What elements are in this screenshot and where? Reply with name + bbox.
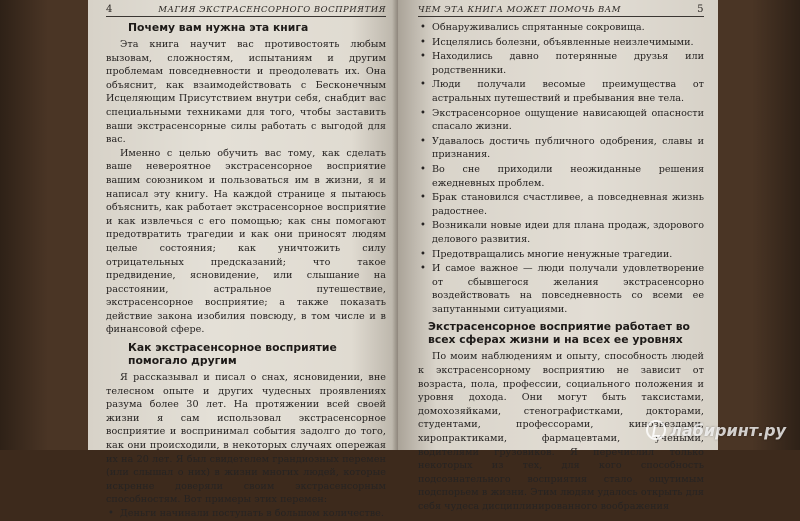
paragraph: По моим наблюдениям и опыту, способность людей к экстрасенсорному восприятию не зависит от возраста, пола, профессии, социального положения и уровня дохода. Они могут быть таксистами, домохозяйками, стенографистками, докторами, студентами, профессорами, кинозвездами, хиропрактиками, фармацевтами, учеными, водителями грузовиков. Я перечислил только некоторых из тех, для кого способность подсознательного восприятия стало ощутимым подспорьем в жизни. Этим людям удалось открыть для себя чудеса дисциплинированного воображения xyxy=(418,351,704,512)
section-title-why-book: Почему вам нужна эта книга xyxy=(128,21,309,34)
page-number-right: 5 xyxy=(697,4,704,15)
bullet-list-left xyxy=(106,507,386,521)
section-title-helped-others: Как экстрасенсорное восприятие помогало другим xyxy=(128,341,337,368)
running-head-right xyxy=(418,4,704,17)
paragraph: Я рассказывал и писал о снах, ясновидении, вне телесном опыте и других чудесных проявлениях разума более 30 лет. На протяжении всей своей жизни я сам использовал экстрасенсорное восприятие и воспринимал события задолго до того, как они происходили, в некоторых случаях опережая их на 20 лет. Я был свидетелем грандиозных перемен (или слышал о них) в жизни многих людей, которые искренне доверяли своим экстрасенсорным способностям. Вот примеры этих перемен: xyxy=(106,372,386,506)
list-item: • Обнаруживались спрятанные сокровища. xyxy=(418,21,704,35)
list-item: • Исцелялись болезни, объявленные неизлечимыми. xyxy=(418,36,704,50)
list-item: • Во сне приходили неожиданные решения ежедневных проблем. xyxy=(418,163,704,190)
watermark-text: лабиринт.ру xyxy=(670,420,786,440)
list-item: • Удавалось достичь публичного одобрения, славы и признания. xyxy=(418,135,704,162)
list-item: • Предотвращались многие ненужные трагедии. xyxy=(418,248,704,262)
watermark xyxy=(646,420,786,440)
bullet-list-right xyxy=(418,21,704,316)
right-page xyxy=(398,0,718,512)
labirint-logo-icon xyxy=(646,420,666,440)
list-item: • Люди получали весомые преимущества от астральных путешествий и пребывания вне тела. xyxy=(418,78,704,105)
list-item: • И самое важное — люди получали удовлетворение от сбывшегося желания экстрасенсорно воздействовать на повседневность со всеми ее запутанными ситуациями. xyxy=(418,262,704,316)
paragraph: Именно с целью обучить вас тому, как сделать ваше невероятное экстрасенсорное восприятие вашим союзником и пользоваться им в жизни, я и написал эту книгу. На каждой странице я пытаюсь объяснить, как работает экстрасенсорное восприятие и как извлечься с его помощью; как сны помогают предотвратить трагедии и как они приносят людям целые состояния; как уничтожить силу отрицательных предсказаний; что такое предвидение, ясновидение, или слышание на расстоянии, астральное путешествие, экстрасенсорное восприятие; а также показать действие закона изобилия повсюду, в том числе и в финансовой сфере. xyxy=(106,147,386,336)
list-item: • Экстрасенсорное ощущение нависающей опасности спасало жизни. xyxy=(418,107,704,134)
list-item: • Брак становился счастливее, а повседневная жизнь радостнее. xyxy=(418,191,704,218)
list-item: • Возникали новые идеи для плана продаж, здорового делового развития. xyxy=(418,219,704,246)
list-item: • Находились давно потерянные друзья или родственники. xyxy=(418,50,704,77)
page-number-left: 4 xyxy=(106,4,113,15)
list-item: • Деньги начинали поступать в большом количестве. xyxy=(106,507,386,521)
running-head-left xyxy=(106,4,386,17)
left-page xyxy=(88,0,398,519)
running-head-title-right: ЧЕМ ЭТА КНИГА МОЖЕТ ПОМОЧЬ ВАМ xyxy=(418,5,621,15)
section-title-all-spheres: Экстрасенсорное восприятие работает во всех сферах жизни и на всех ее уровнях xyxy=(428,320,690,347)
paragraph: Эта книга научит вас противостоять любым вызовам, сложностям, испытаниям и другим проблемам повседневности и преодолевать их. Она объяснит, как взаимодействовать с Бесконечным Исцеляющим Присутствием внутри себя, снабдит вас специальными техниками для того, чтобы заставить ваши экстрасенсорные силы работать с выгодой для вас. xyxy=(106,39,386,146)
running-head-title-left: МАГИЯ ЭКСТРАСЕНСОРНОГО ВОСПРИЯТИЯ xyxy=(158,5,386,15)
